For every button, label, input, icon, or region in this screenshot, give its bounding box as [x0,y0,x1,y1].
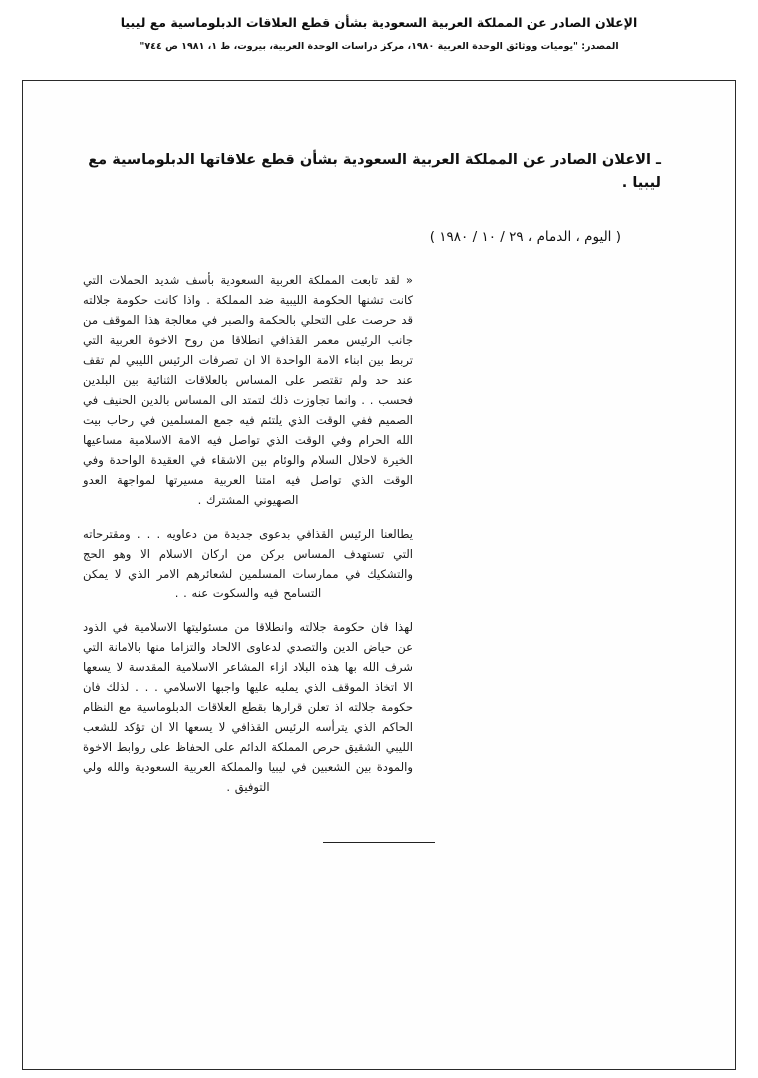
source-citation: المصدر: "يوميات ووثائق الوحدة العربية ١٩٨٠، مركز دراسات الوحدة العربية، بيروت، ط ١، ١٩٨١ ص ٧٤٤" [139,40,619,52]
horizontal-rule [323,842,435,843]
document-dateline: ( اليوم ، الدمام ، ٢٩ / ١٠ / ١٩٨٠ ) [429,229,621,246]
document-heading: ـ الاعلان الصادر عن المملكة العربية السعودية بشأن قطع علاقاتها الدبلوماسية مع ليبيا . [88,152,661,192]
document-body [75,271,413,797]
paragraph: « لقد تابعت المملكة العربية السعودية بأسف شديد الحملات التي كانت تشنها الحكومة الليبية ضد المملكة . واذا كانت حكومة جلالته قد حرصت على التحلي بالحكمة والصبر في معالجة هذا الموقف من جانب الرئيس معمر القذافي انطلاقا من روح الاخوة العربية التي تربط بين ابناء الامة الواحدة الا ان تصرفات الرئيس الليبي لم تقف عند حد ولم تقتصر على المساس بالعلاقات الثنائية بين البلدين فحسب . . وانما تجاوزت ذلك لتمتد الى المساس بالدين الحنيف في الصميم ففي الوقت الذي يلتئم فيه جمع المسلمين في رحاب بيت الله الحرام وفي الوقت الذي تواصل فيه الامة الاسلامية مساعيها الخيرة لاحلال السلام والوئام بين الاشقاء في العقيدة الواحدة وفي الوقت الذي تواصل فيه امتنا العربية مسيرتها لمواجهة العدو الصهيوني المشترك . [83,273,413,507]
paragraph: لهذا فان حكومة جلالته وانطلاقا من مسئوليتها الاسلامية في الذود عن حياض الدين والتصدي لدعاوى الالحاد والتزاما منها بالامانة التي شرف الله بها هذه البلاد ازاء المشاعر الاسلامية المقدسة لا يسعها الا اتخاذ الموقف الذي يمليه عليها واجبها الاسلامي . . . لذلك فان حكومة جلالته اذ تعلن قرارها بقطع العلاقات الدبلوماسية مع النظام الحاكم الذي يترأسه الرئيس القذافي لا يسعها الا ان تؤكد للشعب الليبي الشقيق حرص المملكة الدائم على الحفاظ على روابط الاخوة والمودة بين الشعبين في ليبيا والمملكة العربية السعودية والله ولي التوفيق . [83,620,413,794]
page-title: الإعلان الصادر عن المملكة العربية السعودية بشأن قطع العلاقات الدبلوماسية مع ليبيا [120,15,638,30]
scanned-page-frame [22,80,736,1070]
page-header [0,0,758,59]
scanned-page-content [23,81,735,1069]
paragraph: يطالعنا الرئيس القذافي بدعوى جديدة من دعاويه . . . ومقترحاته التي تستهدف المساس بركن من اركان الاسلام الا وهو الحج والتشكيك في ممارسات المسلمين لشعائرهم الامر الذي لا يمكن التسامح فيه والسكوت عنه . . [83,526,413,601]
footer-divider [75,828,683,847]
